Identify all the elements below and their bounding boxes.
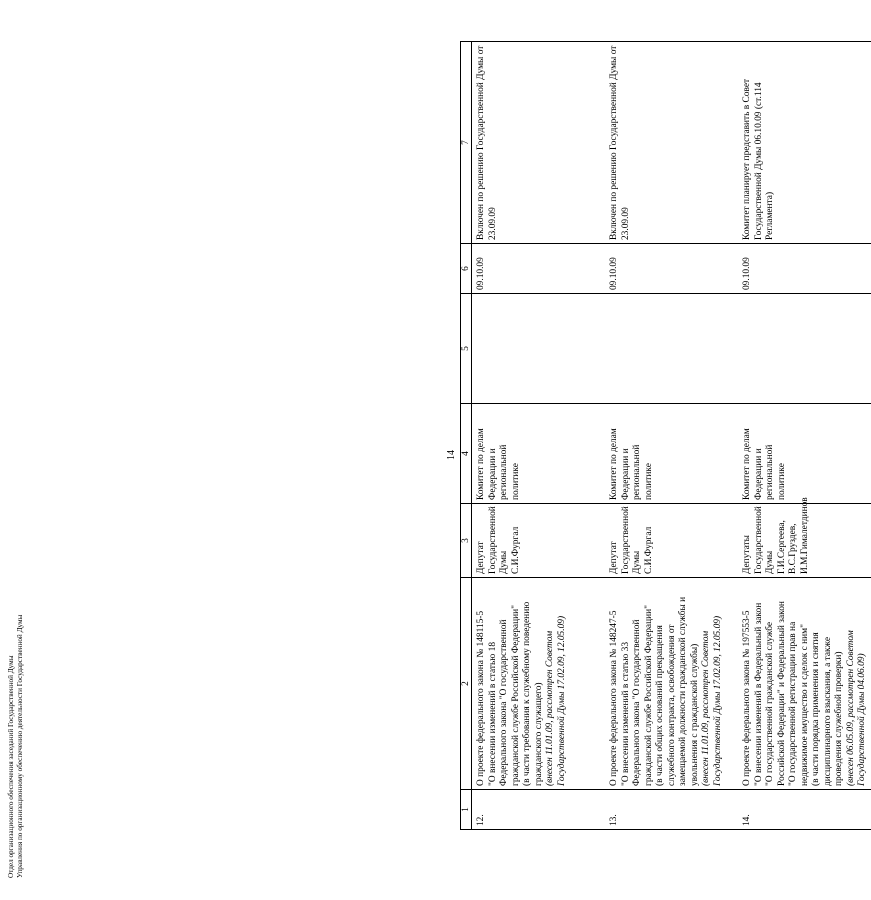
column-number-6: 6 [461,244,472,294]
bill-title-line: "О внесении изменений в Федеральный закон [753,602,764,786]
bill-title-line: О проекте федерального закона № 197553-5 [742,610,752,786]
column-number-3: 3 [461,504,472,578]
bill-note-line: Государственной Думы 17.02.09, 12.05.09) [556,615,567,786]
footer-line-2: Управления по организационному обеспечению деятельности Государственной Думы [16,614,24,878]
initiator: Депутаты Государственной Думы Г.И.Сергеева, В.С.Груздев, И.М.Гималетдинов [738,504,871,578]
bill-note-line: Государственной Думы 17.02.09, 12.05.09) [712,615,723,786]
bill-title-line: увольнения с гражданской службы) [689,643,700,786]
decision: Включен по решению Государственной Думы от 23.09.09 [605,42,738,244]
bill-note-line: (внесен 11.01.09, рассмотрен Советом [545,630,555,786]
column-number-1: 1 [461,790,472,830]
bill-title-line: гражданского служащего) [533,682,544,786]
bill-title-line: "О государственной гражданской службе [765,621,775,786]
bill-title-line: "О государственной регистрации прав на [788,621,798,786]
bill-title-line: "О внесении изменений в статью 18 [487,641,498,786]
page-number: 14 [446,450,457,460]
footer-line-1: Отдел организационного обеспечения заседаний Государственной Думы [7,655,15,878]
table-row [605,42,738,830]
bill-title-line: (в части требования к служебному поведению [522,601,532,786]
column-5-cell [738,294,871,404]
bill-title-line: недвижимое имущество и сделок с ним" [799,624,810,786]
bill-title [472,578,606,790]
column-number-4: 4 [461,404,472,504]
bill-title-line: проведения служебной проверки) [834,651,844,786]
bill-title-line: (в части порядка применения и снятия [811,632,821,786]
bill-title [738,578,871,790]
date: 09.10.09 [605,244,738,294]
date: 09.10.09 [738,244,871,294]
committee: Комитет по делам Федерации и региональной политике [738,404,871,504]
column-number-5: 5 [461,294,472,404]
bill-title-line: гражданской службе Российской Федерации" [510,605,521,786]
bill-title-line: Российской Федерации" и Федеральный закон [776,601,787,786]
bill-title-line: "О внесении изменений в статью 33 [620,641,631,786]
bill-note-line: (внесен 11.01.09, рассмотрен Советом [701,630,711,786]
bill-title-line: О проекте федерального закона № 148247-5 [609,610,619,786]
column-number-2: 2 [461,578,472,790]
bill-title-line: замещаемой должности гражданской службы и [678,596,688,786]
committee: Комитет по делам Федерации и региональной политике [605,404,738,504]
bill-title-line: Федерального закона "О государственной [632,619,642,786]
bill-note-line: (внесен 06.05.09, рассмотрен Советом [845,630,856,786]
column-5-cell [605,294,738,404]
row-number: 13. [605,790,738,830]
date: 09.10.09 [472,244,606,294]
table-header [461,42,472,830]
decision: Включен по решению Государственной Думы от 23.09.09 [472,42,606,244]
decision: Комитет планирует представить в Совет Государственной Думы 06.10.09 (ст.114 Регламента) [738,42,871,244]
column-5-cell [472,294,606,404]
row-number: 14. [738,790,871,830]
column-number-7: 7 [461,42,472,244]
initiator: Депутат Государственной Думы С.И.Фургал [605,504,738,578]
bill-title-line: служебного контракта, освобождения от [666,624,677,786]
bill-title-line: Федерального закона "О государственной [499,619,509,786]
bill-title [605,578,738,790]
row-number: 12. [472,790,606,830]
bill-title-line: дисциплинарного взыскания, а также [822,636,833,786]
bill-title-line: гражданской службе Российской Федерации" [643,605,654,786]
initiator: Депутат Государственной Думы С.И.Фургал [472,504,606,578]
table-row [738,42,871,830]
bill-note-line: Государственной Думы 04.06.09) [857,653,867,786]
bills-table [460,41,871,830]
table-row [472,42,606,830]
bill-title-line: (в части общих оснований прекращения [655,625,665,786]
bill-title-line: О проекте федерального закона № 148115-5 [476,610,486,786]
committee: Комитет по делам Федерации и региональной политике [472,404,606,504]
